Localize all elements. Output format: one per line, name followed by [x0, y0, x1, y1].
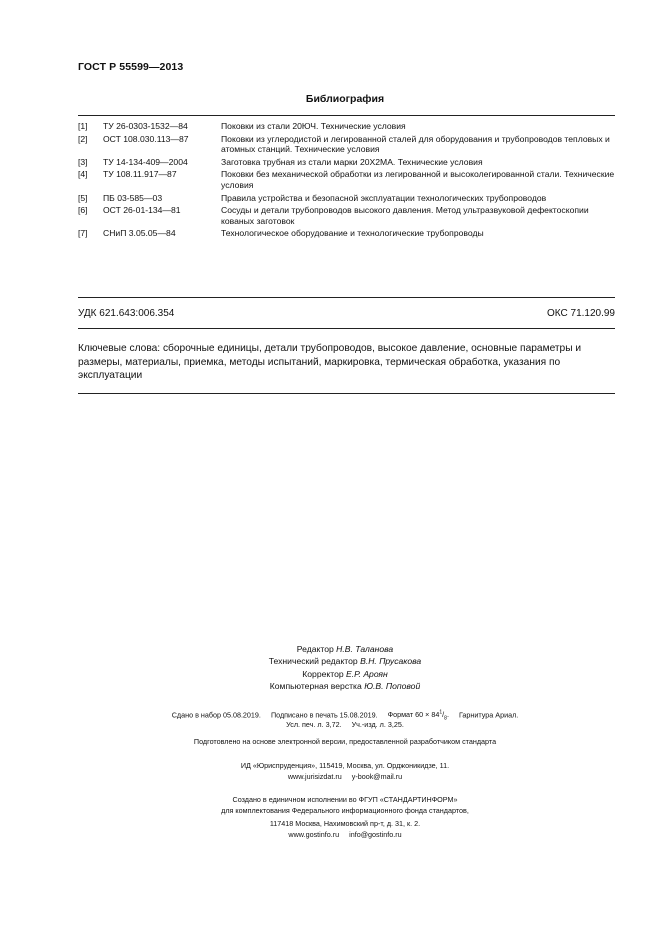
- standartinform-contacts: [0, 829, 661, 840]
- bibliography-item-number: [1]: [78, 121, 88, 131]
- gostinfo-email-link[interactable]: info@gostinfo.ru: [349, 830, 402, 839]
- gostinfo-site-link[interactable]: www.gostinfo.ru: [288, 830, 340, 839]
- bibliography-item-number: [2]: [78, 133, 88, 144]
- bibliography-item: [78, 169, 618, 190]
- bibliography-item-text: Поковки из стали 20ЮЧ. Технические условия: [221, 121, 406, 131]
- imprint-print-sheets: Усл. печ. л. 3,72.: [286, 720, 342, 729]
- publisher-contacts: [0, 771, 661, 782]
- publisher-email-link[interactable]: y-book@mail.ru: [351, 772, 403, 781]
- udk-top-rule: [78, 297, 615, 298]
- bibliography-item-number: [7]: [78, 228, 88, 239]
- bibliography-item-text: Сосуды и детали трубопроводов высокого давления. Метод ультразвуковой дефектоскопии кованых заготовок: [221, 205, 589, 226]
- credits-block: [0, 643, 661, 692]
- bibliography-title: Библиография: [305, 93, 385, 105]
- bibliography-item-code: ОСТ 108.030.113—87: [103, 133, 189, 144]
- credit-tech-editor: [0, 655, 661, 667]
- bibliography-item-text: Технологическое оборудование и технологические трубопроводы: [221, 228, 484, 239]
- bibliography-item-code: СНиП 3.05.05—84: [103, 228, 176, 239]
- bibliography-item-number: [4]: [78, 169, 88, 180]
- credit-person: В.Н. Прусакова: [360, 656, 422, 667]
- imprint-format-sub: 8: [444, 715, 447, 722]
- udk-bottom-rule: [78, 328, 615, 329]
- credit-editor: [0, 643, 661, 655]
- bibliography-item: [78, 121, 618, 132]
- bibliography-item-text: Заготовка трубная из стали марки 20Х2МА. Технические условия: [221, 156, 483, 167]
- udk-code: УДК 621.643:006.354: [78, 308, 175, 319]
- imprint-signed: Подписано в печать 15.08.2019.: [270, 710, 378, 720]
- bibliography-item: [78, 205, 618, 226]
- imprint-submitted: Сдано в набор 05.08.2019.: [171, 710, 261, 720]
- publisher-site-link[interactable]: www.jurisizdat.ru: [287, 772, 342, 781]
- bibliography-item: [78, 134, 618, 155]
- credit-label: Технический редактор: [268, 656, 358, 667]
- bibliography-item-text: Правила устройства и безопасной эксплуатации технологических трубопроводов: [221, 192, 547, 203]
- credit-label: Компьютерная верстка: [269, 680, 362, 691]
- bibliography-item: [78, 157, 618, 168]
- created-line-1: Создано в единичном исполнении во ФГУП «СТАНДАРТИНФОРМ»: [232, 795, 458, 804]
- bibliography-item: [78, 228, 618, 239]
- imprint-sheets: [0, 719, 661, 730]
- imprint-format-prefix: Формат 60 × 84: [387, 710, 440, 720]
- imprint-typeface: Гарнитура Ариал.: [458, 710, 519, 720]
- bibliography-list: [78, 121, 618, 241]
- imprint-format: Формат $60 \times 84^1/_8$.: [387, 710, 449, 722]
- imprint-format-suffix: .: [446, 710, 449, 720]
- bibliography-item-code: ТУ 108.11.917—87: [103, 169, 177, 180]
- imprint-format-sup: 1: [439, 710, 443, 716]
- created-line-2: для комплектования Федерального информационного фонда стандартов,: [221, 806, 469, 815]
- bibliography-item-text: Поковки без механической обработки из легированной и высоколегированной стали. Технические условия: [221, 169, 615, 190]
- bibliography-item-number: [3]: [78, 156, 88, 167]
- keywords-bottom-rule: [78, 393, 615, 394]
- bibliography-item-text: Поковки из углеродистой и легированной сталей для оборудования и трубопроводов тепловых и атомных станций. Технические условия: [221, 133, 610, 155]
- imprint-pub-sheets: Уч.-изд. л. 3,25.: [351, 720, 404, 729]
- bibliography-item-code: ТУ 26-0303-1532—84: [103, 121, 188, 131]
- oks-code: ОКС 71.120.99: [547, 308, 615, 319]
- bibliography-item-code: ПБ 03-585—03: [103, 192, 163, 203]
- credit-person: Н.В. Таланова: [336, 644, 394, 654]
- bibliography-item-code: ОСТ 26-01-134—81: [103, 205, 181, 216]
- standard-number: ГОСТ Р 55599—2013: [78, 61, 184, 73]
- credit-person: Е.Р. Ароян: [346, 668, 388, 679]
- standartinform-address: 117418 Москва, Нахимовский пр-т, д. 31, к. 2.: [269, 819, 421, 828]
- bibliography-item-number: [6]: [78, 205, 88, 216]
- publisher-line: ИД «Юриспруденция», 115419, Москва, ул. Орджоникидзе, 11.: [240, 761, 450, 770]
- bibliography-item-code: ТУ 14-134-409—2004: [103, 156, 188, 167]
- bibliography-item: [78, 193, 618, 204]
- imprint-note: Подготовлено на основе электронной версии, предоставленной разработчиком стандарта: [193, 737, 497, 746]
- credit-layout: [0, 680, 661, 692]
- bibliography-item-number: [5]: [78, 192, 88, 203]
- credit-label: Корректор: [302, 668, 344, 679]
- credit-person: Ю.В. Поповой: [364, 680, 421, 691]
- credit-corrector: [0, 668, 661, 680]
- bibliography-top-rule: [78, 115, 615, 116]
- keywords-paragraph: Ключевые слова: сборочные единицы, детали трубопроводов, высокое давление, основные параметры и размеры, материалы, приемка, методы испытаний, маркировка, термическая обработка, указания по эксплуатации: [78, 343, 582, 381]
- credit-label: Редактор: [296, 644, 334, 654]
